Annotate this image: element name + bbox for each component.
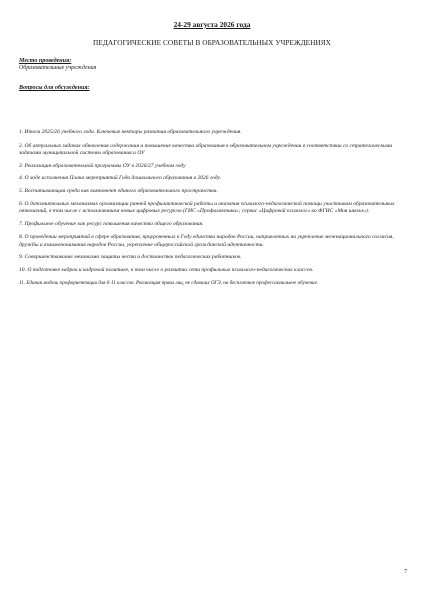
question-item: 3. Реализация образовательной программы ОУ в 2026/27 учебном году bbox=[19, 162, 186, 169]
question-item: 2. Об актуальных задачах обновления содержания и повышение качества образования в образовательном учреждении в соответствии со стратегическими задачами муниципальной системы образования и ОУ bbox=[19, 142, 393, 157]
questions-label: Вопросы для обсуждения: bbox=[19, 85, 90, 91]
question-item: 9. Совершенствование механизма защиты чести и достоинства педагогических работников. bbox=[19, 254, 242, 261]
event-date: 24-29 августа 2026 года bbox=[173, 20, 251, 29]
questions-list bbox=[19, 129, 409, 287]
question-item: 4. О ходе исполнения Плана мероприятий Года дошкольного образования в 2026 году. bbox=[19, 175, 222, 182]
questions-section bbox=[19, 85, 407, 91]
question-item: 7. Профильное обучение как ресурс повышения качества общего образования. bbox=[19, 221, 204, 228]
question-item: 8. О проведении мероприятий в сфере образования, приуроченных к Году единства народов России, направленных на укрепление межнационального согласия, дружбы и взаимопонимания народов России, укрепление общероссийской гражданской идентичности. bbox=[19, 234, 394, 248]
venue-label: Место проведения: bbox=[19, 58, 72, 64]
question-item: 1. Итоги 2025/26 учебного года. Ключевые векторы развития образовательного учреждения. bbox=[19, 129, 242, 135]
question-item: 11. Единая модель профориентации для 6-11 классов. Реализация права лиц, не сдавших ОГЭ, на бесплатное профессиональное обучение. bbox=[19, 279, 319, 286]
venue-value: Образовательные учреждения bbox=[19, 65, 97, 71]
page-number: 7 bbox=[404, 569, 407, 575]
question-item: 6. О дополнительных механизмах организации ранней профилактической работы и оказания психолого-педагогической помощи участникам образовательных отношений, в том числе с использованием новых цифровых ресурсов (ГИС «Профилактика»; сервис «Цифровой психолог» во ФГИС «Моя школа»). bbox=[19, 200, 395, 215]
document-title: ПЕДАГОГИЧЕСКИЕ СОВЕТЫ В ОБРАЗОВАТЕЛЬНЫХ УЧРЕЖДЕНИЯХ bbox=[93, 38, 331, 47]
question-item: 10. О подготовке кадров и кадровой политике, в том числе о развитии сети профильных психолого-педагогических классов. bbox=[19, 267, 314, 274]
question-item: 5. Воспитывающая среда как компонент единого образовательного пространства. bbox=[19, 188, 218, 195]
venue-section bbox=[19, 58, 407, 71]
